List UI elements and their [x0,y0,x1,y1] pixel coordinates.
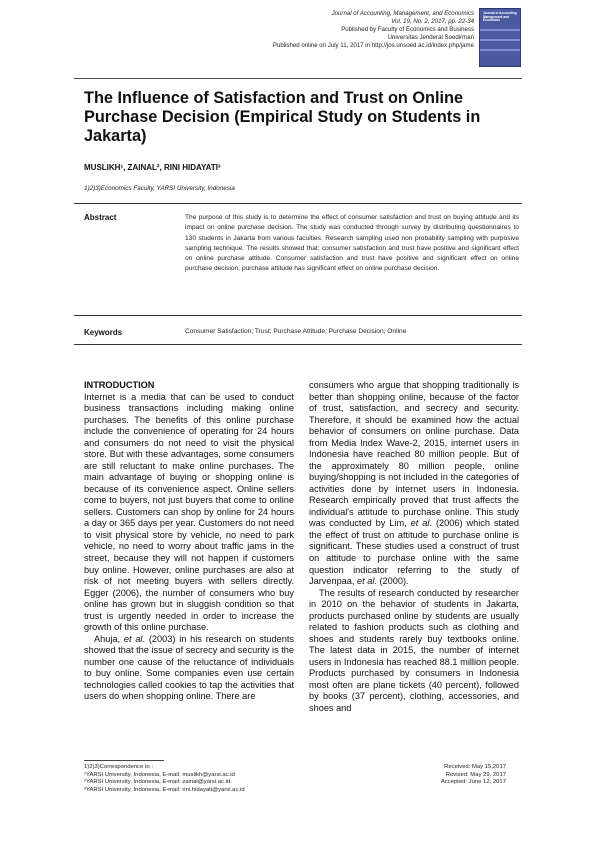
abstract-bottom-rule [74,315,522,316]
footnote-author-3: ³YARSI University, Indonesia, E-mail: rini.hidayati@yarsi.ac.id [84,786,245,793]
body-right-column [309,380,519,714]
journal-header [170,10,474,50]
publisher-line: Published by Faculty of Economics and Business [341,25,474,33]
header-divider [74,78,522,79]
published-online-line: Published online on July 11, 2017 in http://jos.unsoed.ac.id/index.php/jame [272,41,474,49]
accepted-date: Accepted: June 12, 2017 [440,779,506,786]
paragraph-text: . (2000). [374,576,409,587]
body-paragraph [84,634,294,703]
footnote-author-1: ¹YARSI University, Indonesia, E-mail: muslikh@yarsi.ac.id [84,771,235,778]
keywords-text: Consumer Satisfaction; Trust; Purchase Attitude; Purchase Decision; Online [185,328,407,335]
journal-cover-thumbnail [479,8,521,67]
abstract-label: Abstract [84,213,117,222]
paper-title: The Influence of Satisfaction and Trust on Online Purchase Decision (Empirical Study on Students in Jakarta) [84,89,481,145]
author-list: MUSLIKH¹, ZAINAL², RINI HIDAYATI³ [84,163,221,172]
paragraph-text: . (2006) which stated the effect of trust on attitude to purchase online is significant. These studies used a construct of trust on attitude to purchase online with the same question indicator referring to the study of Jarvenpaa, [309,518,519,587]
keywords-bottom-rule [74,344,522,345]
cover-text: Journal of Accounting Management and Economics [483,11,517,23]
body-left-column [84,380,294,703]
et-al-text: et al [357,576,375,587]
paragraph-text: Ahuja, [94,633,124,644]
affiliation: 1)2)3)Economics Faculty, YARSI University, Indonesia [84,185,235,192]
university-line: Universitas Jenderal Soedirman [387,33,474,41]
journal-name: Journal of Accounting, Management, and Economics [331,10,474,17]
body-paragraph: Internet is a media that can be used to conduct business transactions including making online purchases. The benefits of this online purchase include the convenience of operating for 24 hours and consumers do not need to visit the physical store. But with these advantages, some consumers are still reluctant to make online purchases. The main advantage of buying or shopping online is because of its convenience aspect. Online sellers come to buyers, not just buyers that come to online sellers. Customers can shop by online for 24 hours a day or 365 days per year. Customers do not need to visit physical store by vehicle, no need to park vehicle, no need to worry about traffic jams in the street, because they will not happen if customers buy online. However, online purchases are also at risk of not meeting buyers with sellers directly. Egger (2006), the number of consumers who buy online has grown but in sluggish condition so that trust is urgently needed in order to increase the growth of this online purchase. [84,391,294,633]
correspondence-label: 1)2)3)Correspondence to : [84,764,154,770]
section-heading-introduction: INTRODUCTION [84,380,155,390]
body-paragraph: The results of research conducted by researcher in 2010 on the behavior of students in Jakarta, products purchased online by students are usually related to fashion products such as clothing and shoes and students rarely buy textbooks online. The latest data in 2015, the number of internet users in Indonesia has reached 88.1 million people. Products purchased by consumers in Indonesia most often are plane tickets (40 percent), followed by books (37 percent), clothing, accessories, and shoes and [309,587,519,713]
keywords-label: Keywords [84,328,123,337]
revised-date: Revised: May 29, 2017 [445,771,506,778]
footnotes [84,764,344,794]
abstract-top-rule [74,203,522,204]
paragraph-text: . (2003) in his research on students showed that the issue of secrecy and security is the number one cause of the reluctance of individuals to buy online. Some companies even use certain technologies called cookies to tap the activities that users do when shopping online. There are [84,633,294,702]
cover-band [480,29,520,31]
footnote-rule [84,760,164,761]
et-al-text: et al [123,633,143,644]
submission-dates [380,764,506,787]
abstract-text: The purpose of this study is to determine the effect of consumer satisfaction and trust on buying attitude and its impact on online purchase decision. The study was conducted through survey by distributing questionnaires to 130 students in Jakarta from various faculties. Research sampling used non probability sampling with purposive sampling technique. The results showed that: consumer satisfaction and trust have positive and significant effect on online purchase attitude. Consumer satisfaction and trust have positive and significant effect on online purchase decision, purchase attitude has significant effect on online purchase decision. [185,214,519,273]
received-date: Received: May 15,2017 [444,764,506,770]
journal-volume: Vol. 19, No. 2, 2017, pp. 22-34 [391,17,474,25]
body-paragraph [309,380,519,588]
paragraph-text: consumers who argue that shopping traditionally is better than shopping online, because of the factor of trust, satisfaction, and secrecy and security. Therefore, it should be examined how the actual behavior of consumers on online purchase. Data from Media Index Wave-2, 2015, internet users in Indonesia have reached 80 million people. But of the approximately 80 million people, online buying/shopping is not included in the categories of activities done by internet users in Indonesia. Research empirically proved that trust affects the individual's attitude to purchase online. This study was conducted by Lim, [309,380,519,529]
footnote-author-2: ²YARSI University, Indonesia, E-mail: zainal@yarsi.ac.id [84,779,231,786]
cover-band [480,49,520,51]
cover-band [480,39,520,41]
et-al-text: et al [410,518,430,529]
